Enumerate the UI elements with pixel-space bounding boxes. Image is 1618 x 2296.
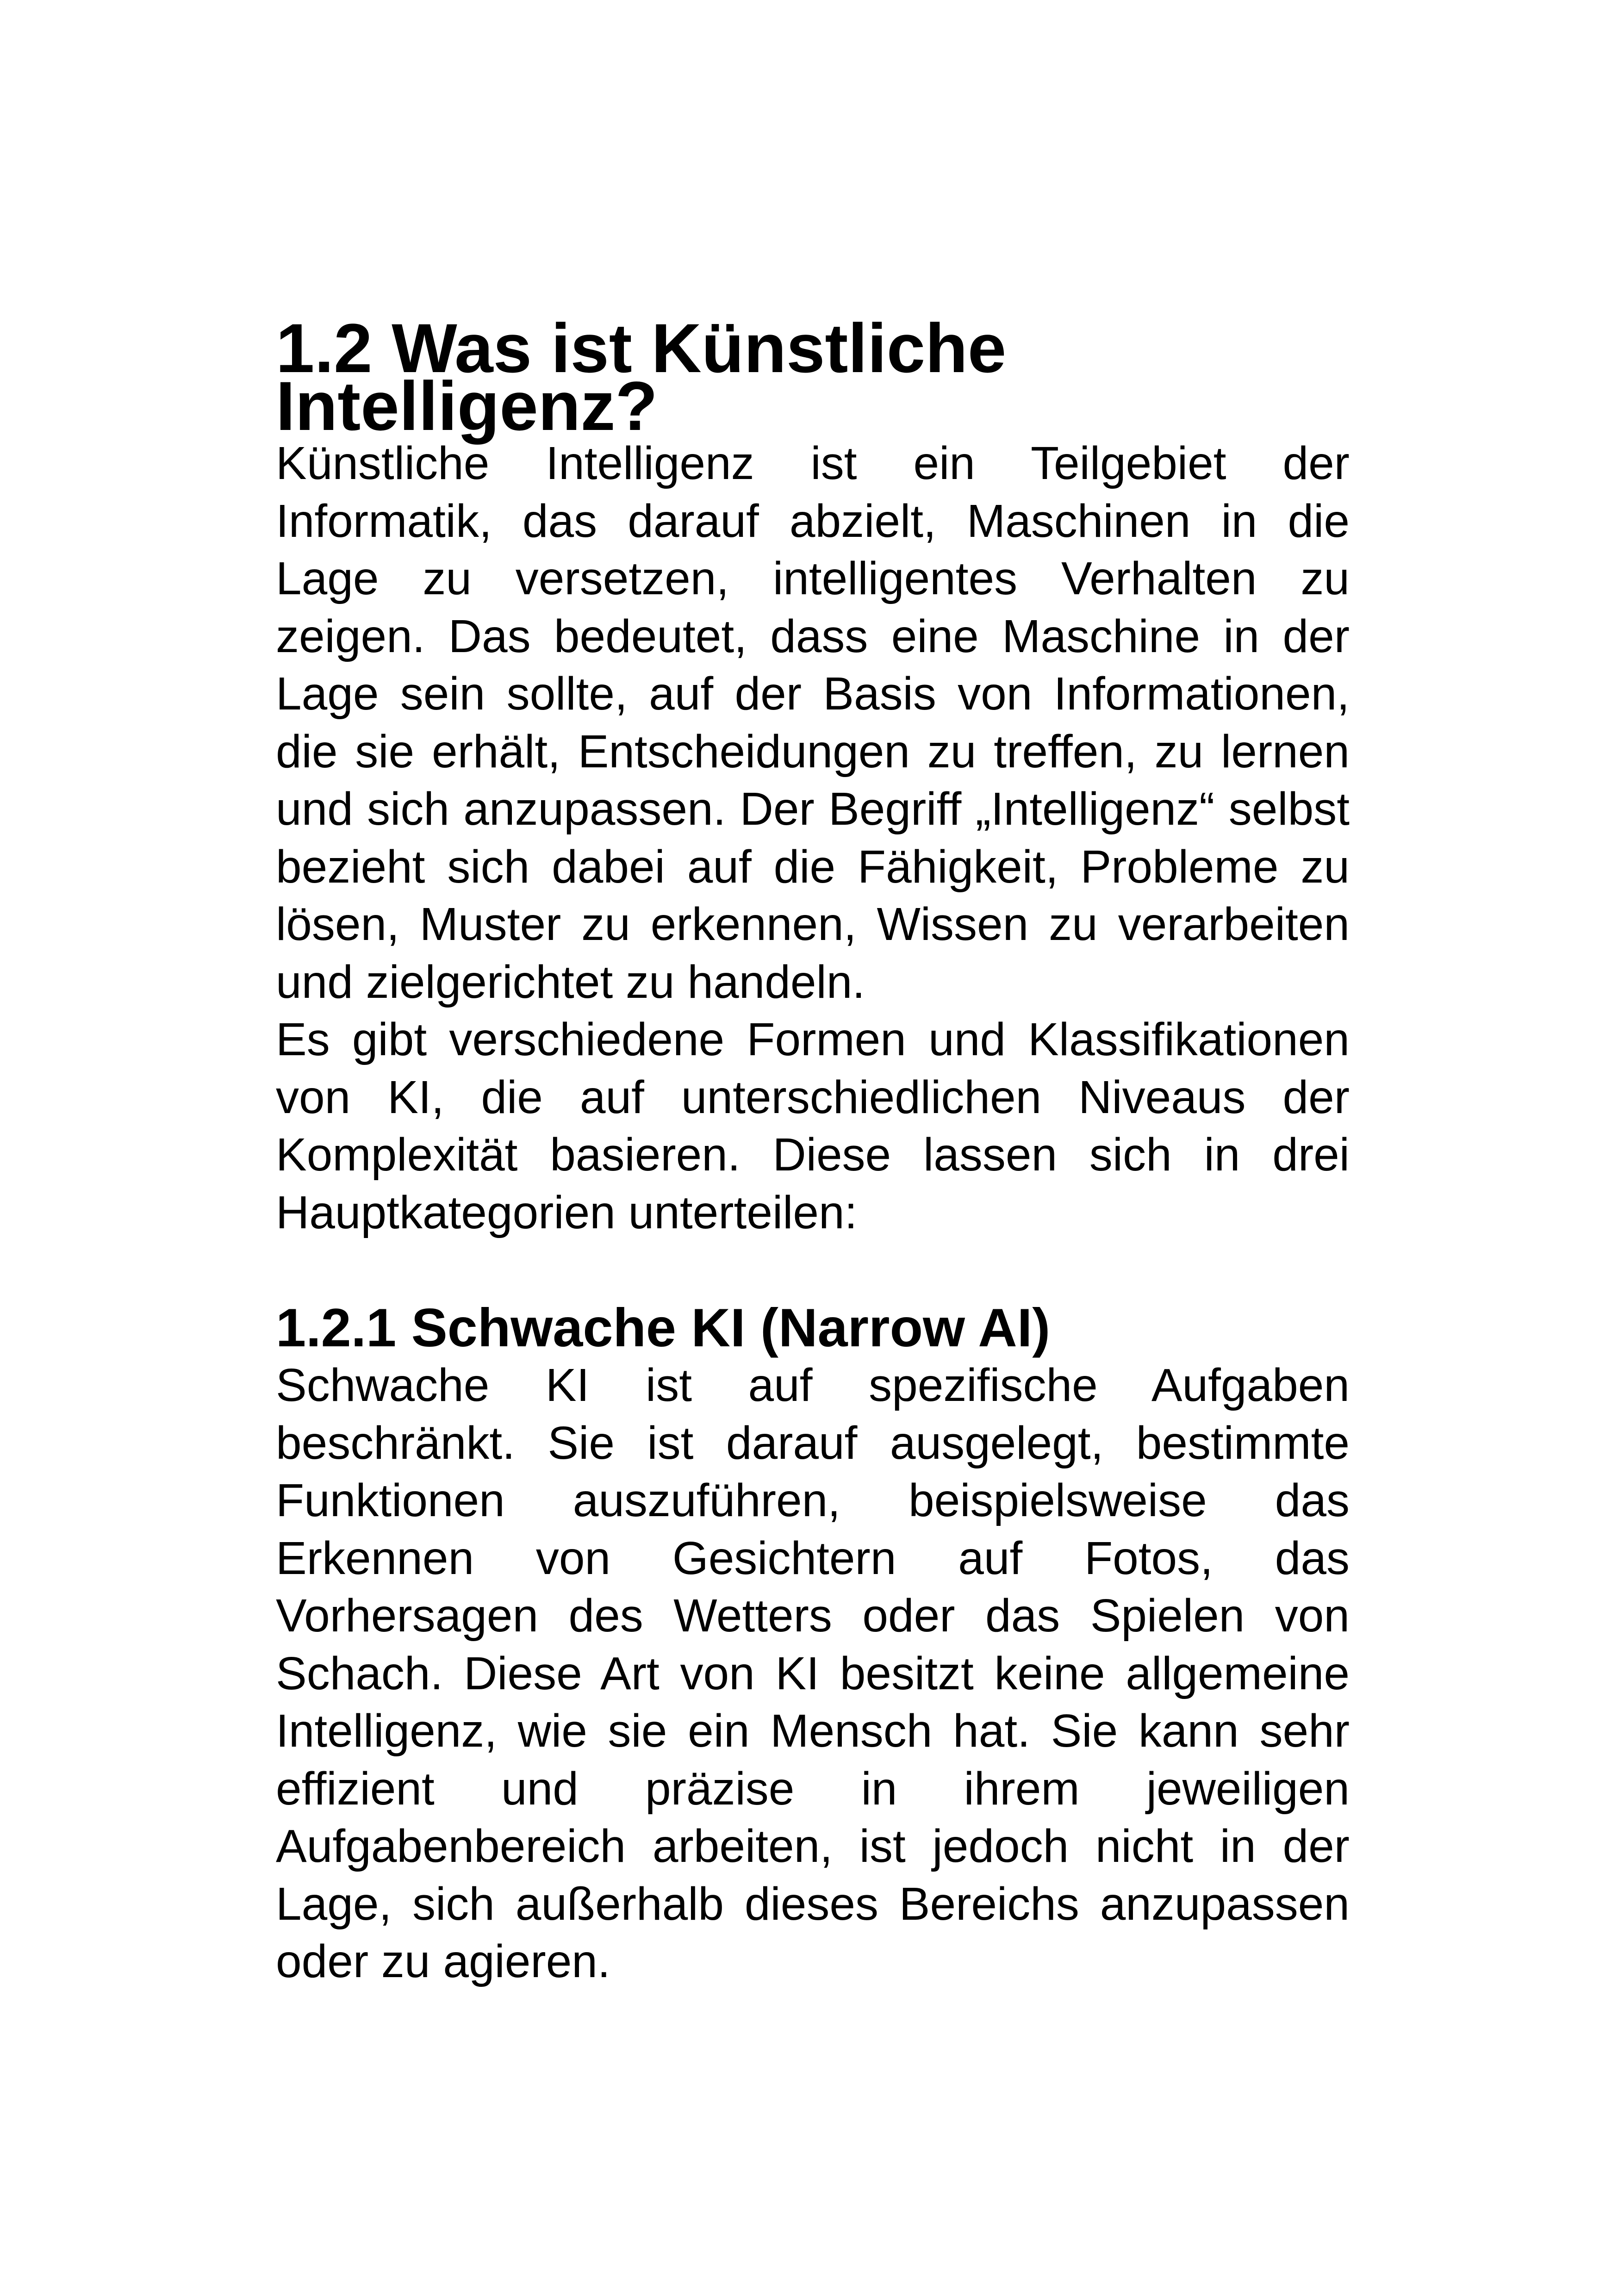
page-content: [276, 309, 1350, 1991]
section-spacer: [276, 1241, 1350, 1299]
paragraph-ki-klassifikation: Es gibt verschiedene Formen und Klassifikationen von KI, die auf unterschiedlichen Niveaus der Komplexität basieren. Diese lassen sich in drei Hauptkategorien unterteilen:: [276, 1014, 1350, 1238]
paragraph-ki-definition: Künstliche Intelligenz ist ein Teilgebiet der Informatik, das darauf abzielt, Maschinen in die Lage zu versetzen, intelligentes Verhalten zu zeigen. Das bedeutet, dass eine Maschine in der Lage sein sollte, auf der Basis von Informationen, die sie erhält, Entscheidungen zu treffen, zu lernen und sich anzupassen. Der Begriff „Intelligenz“ selbst bezieht sich dabei auf die Fähigkeit, Probleme zu lösen, Muster zu erkennen, Wissen zu verarbeiten und zielgerichtet zu handeln.: [276, 437, 1350, 1008]
paragraph-schwache-ki: Schwache KI ist auf spezifische Aufgaben beschränkt. Sie ist darauf ausgelegt, bestimmte Funktionen auszuführen, beispielsweise das Erkennen von Gesichtern auf Fotos, das Vorhersagen des Wetters oder das Spielen von Schach. Diese Art von KI besitzt keine allgemeine Intelligenz, wie sie ein Mensch hat. Sie kann sehr effizient und präzise in ihrem jeweiligen Aufgabenbereich arbeiten, ist jedoch nicht in der Lage, sich außerhalb dieses Bereichs anzupassen oder zu agieren.: [276, 1359, 1350, 1987]
section-heading-1-2: 1.2 Was ist Künstliche Intelligenz?: [276, 309, 1007, 445]
section-heading-1-2-1: 1.2.1 Schwache KI (Narrow AI): [276, 1297, 1051, 1358]
